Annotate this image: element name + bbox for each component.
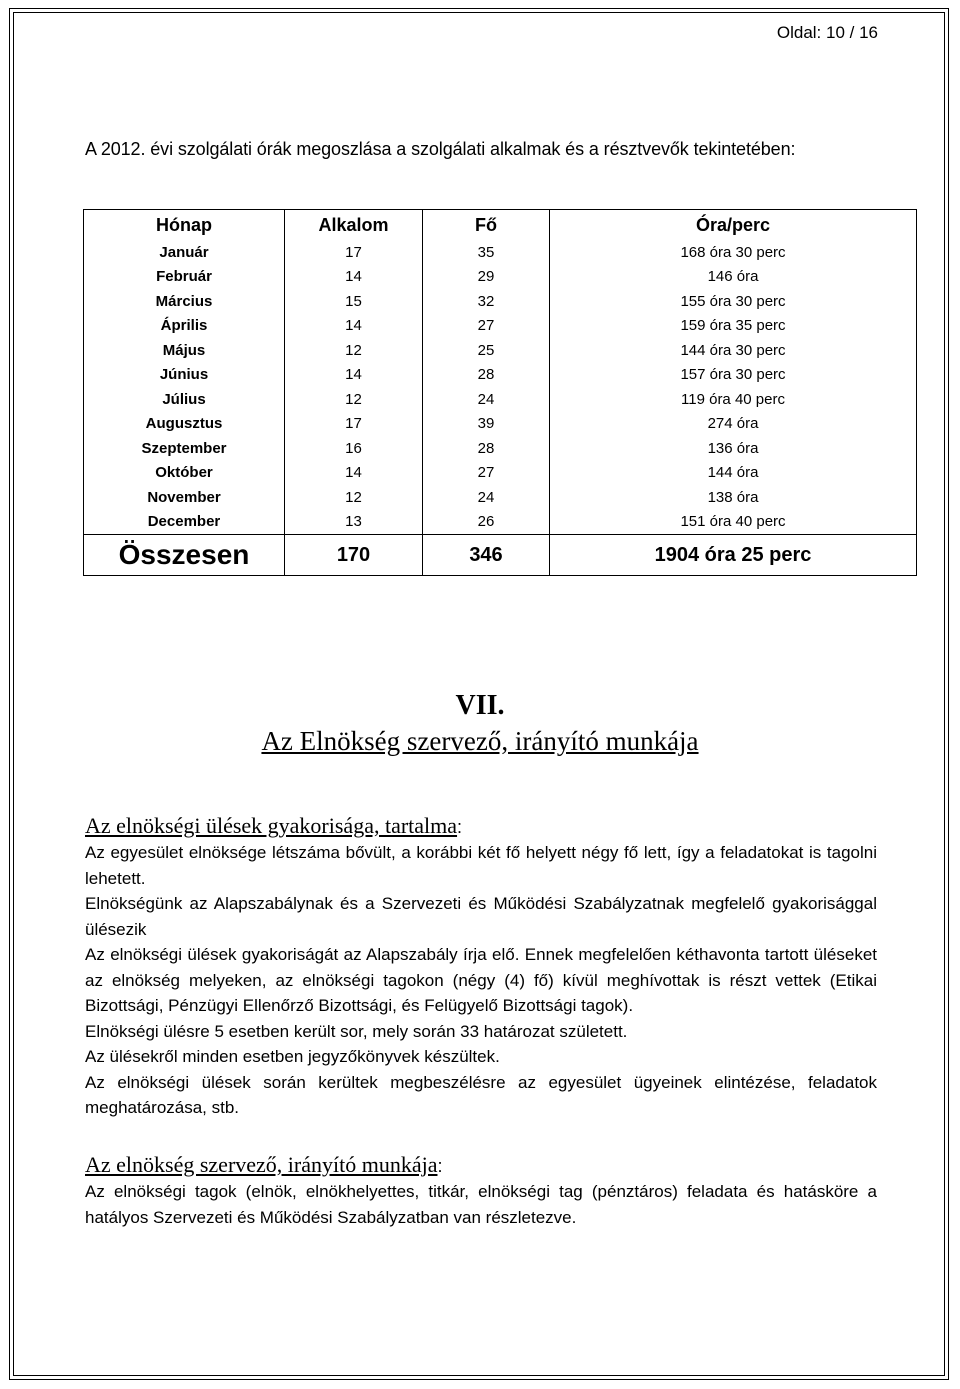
total-cell-occasions: 170 (285, 535, 423, 576)
table-intro: A 2012. évi szolgálati órák megoszlása a szolgálati alkalmak és a résztvevők tekintetében: (85, 139, 796, 159)
cell-month: Április (84, 314, 285, 339)
table-total-row (84, 535, 917, 576)
service-hours-table (83, 209, 917, 576)
section2-heading (85, 1152, 443, 1178)
table-header-row (84, 210, 917, 241)
cell-occasions: 12 (285, 338, 423, 363)
cell-hours: 274 óra (707, 415, 759, 433)
cell-hours: 136 óra (707, 439, 759, 457)
cell-month: Január (84, 240, 285, 265)
cell-persons: 27 (423, 314, 550, 339)
cell-persons: 32 (423, 289, 550, 314)
table-row (84, 412, 917, 437)
cell-month: Július (84, 387, 285, 412)
paragraph: Az elnökségi tagok (elnök, elnökhelyettes, titkár, elnökségi tag (pénztáros) feladata és hatásköre a hatályos Szervezeti és Működési Szabályzatban van részletezve. (85, 1182, 877, 1227)
paragraph: Az egyesület elnöksége létszáma bővült, a korábbi két fő helyett négy fő lett, így a feladatokat is tagolni lehetett. (85, 843, 877, 888)
paragraph: Az ülésekről minden esetben jegyzőkönyvek készültek. (85, 1047, 500, 1066)
cell-occasions: 13 (285, 510, 423, 535)
cell-occasions: 14 (285, 265, 423, 290)
cell-occasions: 14 (285, 461, 423, 486)
section2-heading-text: Az elnökség szervező, irányító munkája (85, 1152, 438, 1177)
cell-hours: 144 óra 30 perc (680, 341, 786, 359)
cell-hours: 151 óra 40 perc (680, 513, 786, 531)
table-row (84, 314, 917, 339)
table-row (84, 436, 917, 461)
section2-body (85, 1179, 877, 1230)
cell-month: Október (84, 461, 285, 486)
total-cell-month: Összesen (84, 535, 285, 576)
table-row (84, 265, 917, 290)
section1-heading-colon: : (457, 817, 463, 837)
cell-persons: 26 (423, 510, 550, 535)
cell-hours: 168 óra 30 perc (680, 243, 786, 261)
cell-occasions: 12 (285, 387, 423, 412)
chapter-number: VII. (455, 690, 505, 721)
cell-month: Május (84, 338, 285, 363)
cell-occasions: 16 (285, 436, 423, 461)
paragraph: Elnökségünk az Alapszabálynak és a Szervezeti és Működési Szabályzatnak megfelelő gyakorisággal ülésezik (85, 894, 877, 939)
header-hours: Óra/perc (695, 214, 771, 235)
cell-month: Június (84, 363, 285, 388)
table-row (84, 510, 917, 535)
paragraph: Elnökségi ülésre 5 esetben került sor, mely során 33 határozat született. (85, 1021, 628, 1041)
cell-persons: 28 (423, 436, 550, 461)
cell-persons: 28 (423, 363, 550, 388)
cell-persons: 39 (423, 412, 550, 437)
table-row (84, 485, 917, 510)
cell-occasions: 15 (285, 289, 423, 314)
cell-occasions: 12 (285, 485, 423, 510)
cell-hours: 146 óra (707, 268, 759, 286)
cell-persons: 24 (423, 485, 550, 510)
cell-occasions: 14 (285, 363, 423, 388)
cell-hours: 144 óra (707, 464, 759, 482)
cell-month: December (84, 510, 285, 535)
cell-persons: 35 (423, 240, 550, 265)
cell-persons: 29 (423, 265, 550, 290)
section2-heading-colon: : (437, 1156, 443, 1176)
cell-hours: 159 óra 35 perc (680, 317, 786, 335)
cell-hours: 119 óra 40 perc (681, 390, 785, 408)
section1-heading (85, 813, 462, 839)
table-row (84, 363, 917, 388)
cell-month: Szeptember (84, 436, 285, 461)
cell-hours: 138 óra (707, 488, 759, 506)
table-row (84, 387, 917, 412)
paragraph: Az elnökségi ülések során kerültek megbeszélésre az egyesület ügyeinek elintézése, feladatok meghatározása, stb. (85, 1072, 877, 1117)
cell-persons: 27 (423, 461, 550, 486)
paragraph: Az elnökségi ülések gyakoriságát az Alapszabály írja elő. Ennek megfelelően kéthavonta tartott üléseket az elnökség melyeken, az elnökségi tagokon (négy (4) fő) kívül meghívottak is részt vettek (Etikai Bizottsági, Pénzügyi Ellenőrző Bizottsági, és Felügyelő Bizottsági tagok). (85, 945, 877, 1015)
cell-month: Augusztus (84, 412, 285, 437)
header-persons: Fő (423, 210, 550, 241)
table-row (84, 240, 917, 265)
cell-occasions: 17 (285, 240, 423, 265)
cell-persons: 25 (423, 338, 550, 363)
cell-month: Február (84, 265, 285, 290)
total-cell-hours: 1904 óra 25 perc (550, 535, 917, 576)
table-row (84, 461, 917, 486)
cell-month: Március (84, 289, 285, 314)
total-cell-persons: 346 (423, 535, 550, 576)
header-occasions: Alkalom (285, 210, 423, 241)
page-number: Oldal: 10 / 16 (776, 23, 878, 42)
table-row (84, 289, 917, 314)
header-month: Hónap (84, 210, 285, 241)
cell-hours: 155 óra 30 perc (680, 292, 786, 310)
section1-body (85, 840, 877, 1121)
cell-occasions: 17 (285, 412, 423, 437)
cell-persons: 24 (423, 387, 550, 412)
section1-heading-text: Az elnökségi ülések gyakorisága, tartalma (85, 813, 458, 838)
cell-month: November (84, 485, 285, 510)
chapter-title: Az Elnökség szervező, irányító munkája (261, 726, 699, 756)
cell-hours: 157 óra 30 perc (680, 366, 786, 384)
cell-occasions: 14 (285, 314, 423, 339)
table-row (84, 338, 917, 363)
